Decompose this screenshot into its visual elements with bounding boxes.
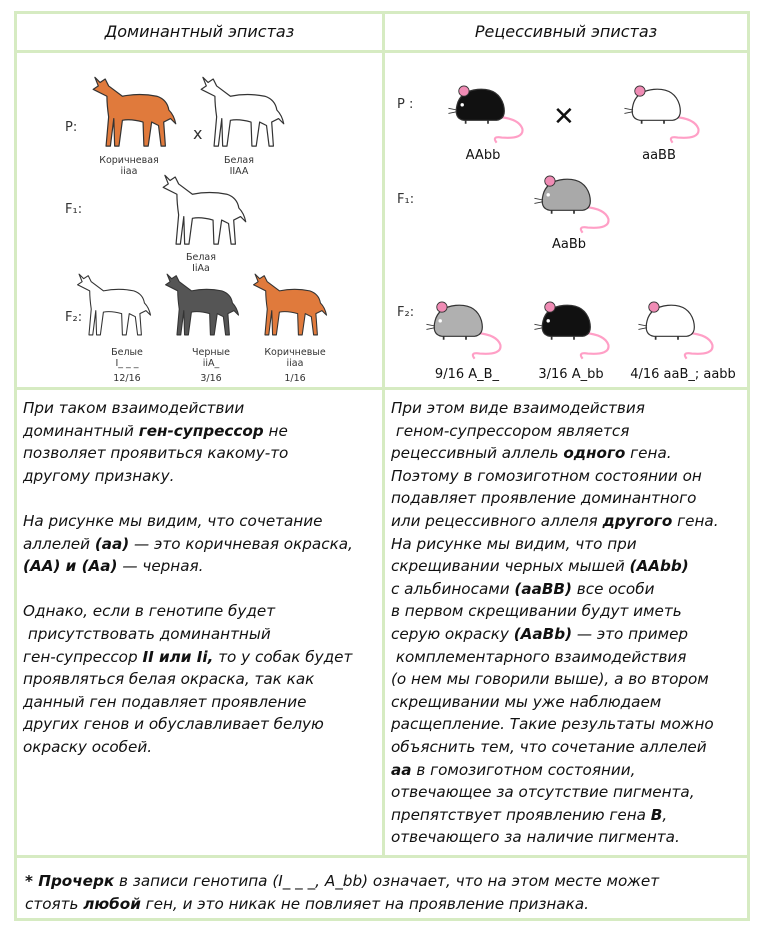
dog-white-parent xyxy=(201,77,284,146)
f1-mouse-genotype: AaBb xyxy=(551,237,587,252)
p-dog1-name: Коричневая xyxy=(99,155,159,166)
text-run: с альбиносами xyxy=(391,579,510,598)
dominant-illustration xyxy=(17,53,382,387)
p-dog1-genotype: iiaa xyxy=(120,166,138,177)
term-aaBB: (aaBB) xyxy=(514,579,572,598)
recessive-description xyxy=(391,397,745,849)
cross-symbol-mice: ✕ xyxy=(553,102,575,132)
mouse-white-parent xyxy=(624,86,698,143)
text-run: , отвечающего за наличие пигмента. xyxy=(391,805,680,847)
gen-p-label: P: xyxy=(65,120,78,135)
f2-dog3-ratio: 1/16 xyxy=(284,373,306,384)
footnote xyxy=(25,870,740,916)
text-run: — это коричневая окраска, xyxy=(134,534,353,553)
text-run: не позволяет проявиться какому-то другому признаку. xyxy=(23,421,289,485)
f2-mouse2-label: 3/16 A_bb xyxy=(538,367,604,382)
text-run: то у собак будет проявляться белая окраска, так как данный ген подавляет проявление других генов и обуславливает белую окраску особей. xyxy=(23,647,353,756)
text-run: — черная. xyxy=(117,557,204,576)
term-B: B xyxy=(650,805,663,824)
mouse-black-parent xyxy=(448,86,522,143)
term-gene-suppressor: ген-супрессор xyxy=(138,421,264,440)
p-dog2-genotype: IIAA xyxy=(229,166,249,177)
text-run: все особи в первом скрещивании будут иметь серую окраску xyxy=(391,579,682,643)
text-run: При этом виде взаимодействия геном-супрессором является рецессивный аллель xyxy=(391,399,645,463)
dog-white-f1 xyxy=(163,175,246,244)
cross-symbol: x xyxy=(193,124,203,143)
dominant-figure xyxy=(17,53,382,387)
mouse-white-f2 xyxy=(638,302,712,359)
f2-mouse1-label: 9/16 A_B_ xyxy=(434,367,500,382)
text-run: гена. На рисунке мы видим, что при скрещивании черных мышей xyxy=(391,511,719,576)
term-aa: (аа) xyxy=(94,534,130,553)
footnote-any: любой xyxy=(83,895,141,913)
header-recessive: Рецессивный эпистаз xyxy=(474,22,658,41)
image-divider xyxy=(17,387,747,390)
text-run: в гомозиготном состоянии, отвечающее за отсутствие пигмента, препятствует проявлению гена xyxy=(391,760,695,824)
footnote-term: * Прочерк xyxy=(25,872,115,890)
dog-brown-parent xyxy=(93,77,176,146)
dog-brown-f2 xyxy=(254,274,327,335)
f1-dog-genotype: IiAa xyxy=(192,263,210,274)
text-run: в записи генотипа (I_ _ _, A_bb) означает, что на этом месте может стоять xyxy=(25,872,660,913)
recessive-figure xyxy=(385,53,747,387)
dog-white-f2 xyxy=(78,274,151,335)
f1-dog-name: Белая xyxy=(186,252,216,263)
gen-f2-label: F₂: xyxy=(65,310,83,325)
f2-dog3-genotype: iiaa xyxy=(286,358,304,369)
term-AaBb: (AaBb) xyxy=(513,624,573,643)
text-run: — это пример комплементарного взаимодействия (о нем мы говорили выше), а во втором скрещивании мы уже наблюдаем расщепление. Такие результаты можно объяснить тем, что сочетание аллелей xyxy=(391,624,714,756)
dominant-paragraph-3 xyxy=(23,600,377,758)
footer-divider xyxy=(17,855,747,858)
gen-p-label-mice: P : xyxy=(397,97,414,112)
gen-f1-label: F₁: xyxy=(65,202,83,217)
p-mouse2-genotype: aaBB xyxy=(642,148,676,163)
mouse-black-f2 xyxy=(534,302,608,359)
gen-f2-label-mice: F₂: xyxy=(397,305,415,320)
f2-mouse3-label: 4/16 aaB_; aabb xyxy=(630,367,736,382)
term-other: другого xyxy=(602,511,673,530)
term-aa: аа xyxy=(391,760,412,779)
mouse-gray-f2 xyxy=(426,302,500,359)
header-dominant: Доминантный эпистаз xyxy=(104,22,295,41)
text-run: На рисунке мы видим, что сочетание аллелей xyxy=(23,511,323,553)
text-run: При таком взаимодействии доминантный xyxy=(23,399,245,440)
dominant-description xyxy=(23,397,377,759)
term-AAbb: (AAbb) xyxy=(629,557,689,576)
term-one: одного xyxy=(563,444,626,463)
text-run: гена. Поэтому в гомозиготном состоянии он подавляет проявление доминантного или рецессивного аллеля xyxy=(391,444,702,530)
f2-dog1-genotype: I_ _ _ xyxy=(115,358,139,369)
mouse-gray-f1 xyxy=(534,176,608,233)
text-run: Однако, если в генотипе будет присутствовать доминантный ген-супрессор xyxy=(23,602,276,666)
f2-dog2-genotype: iiA_ xyxy=(202,358,220,369)
term-II-Ii: II или Ii, xyxy=(142,647,214,666)
f2-dog2-name: Черные xyxy=(192,347,230,358)
gen-f1-label-mice: F₁: xyxy=(397,192,415,207)
table-sheet xyxy=(14,11,750,921)
dog-black-f2 xyxy=(166,274,239,335)
dominant-paragraph-1 xyxy=(23,397,377,487)
f2-dog1-name: Белые xyxy=(111,347,143,358)
text-run: ген, и это никак не повлияет на проявление признака. xyxy=(140,895,589,913)
dominant-paragraph-2 xyxy=(23,510,377,578)
p-mouse1-genotype: AAbb xyxy=(465,148,501,163)
f2-dog2-ratio: 3/16 xyxy=(200,373,222,384)
recessive-illustration xyxy=(385,53,747,387)
f2-dog1-ratio: 12/16 xyxy=(113,373,141,384)
term-AA-Aa: (АА) и (Аа) xyxy=(23,557,118,576)
f2-dog3-name: Коричневые xyxy=(264,347,326,358)
p-dog2-name: Белая xyxy=(224,155,254,166)
